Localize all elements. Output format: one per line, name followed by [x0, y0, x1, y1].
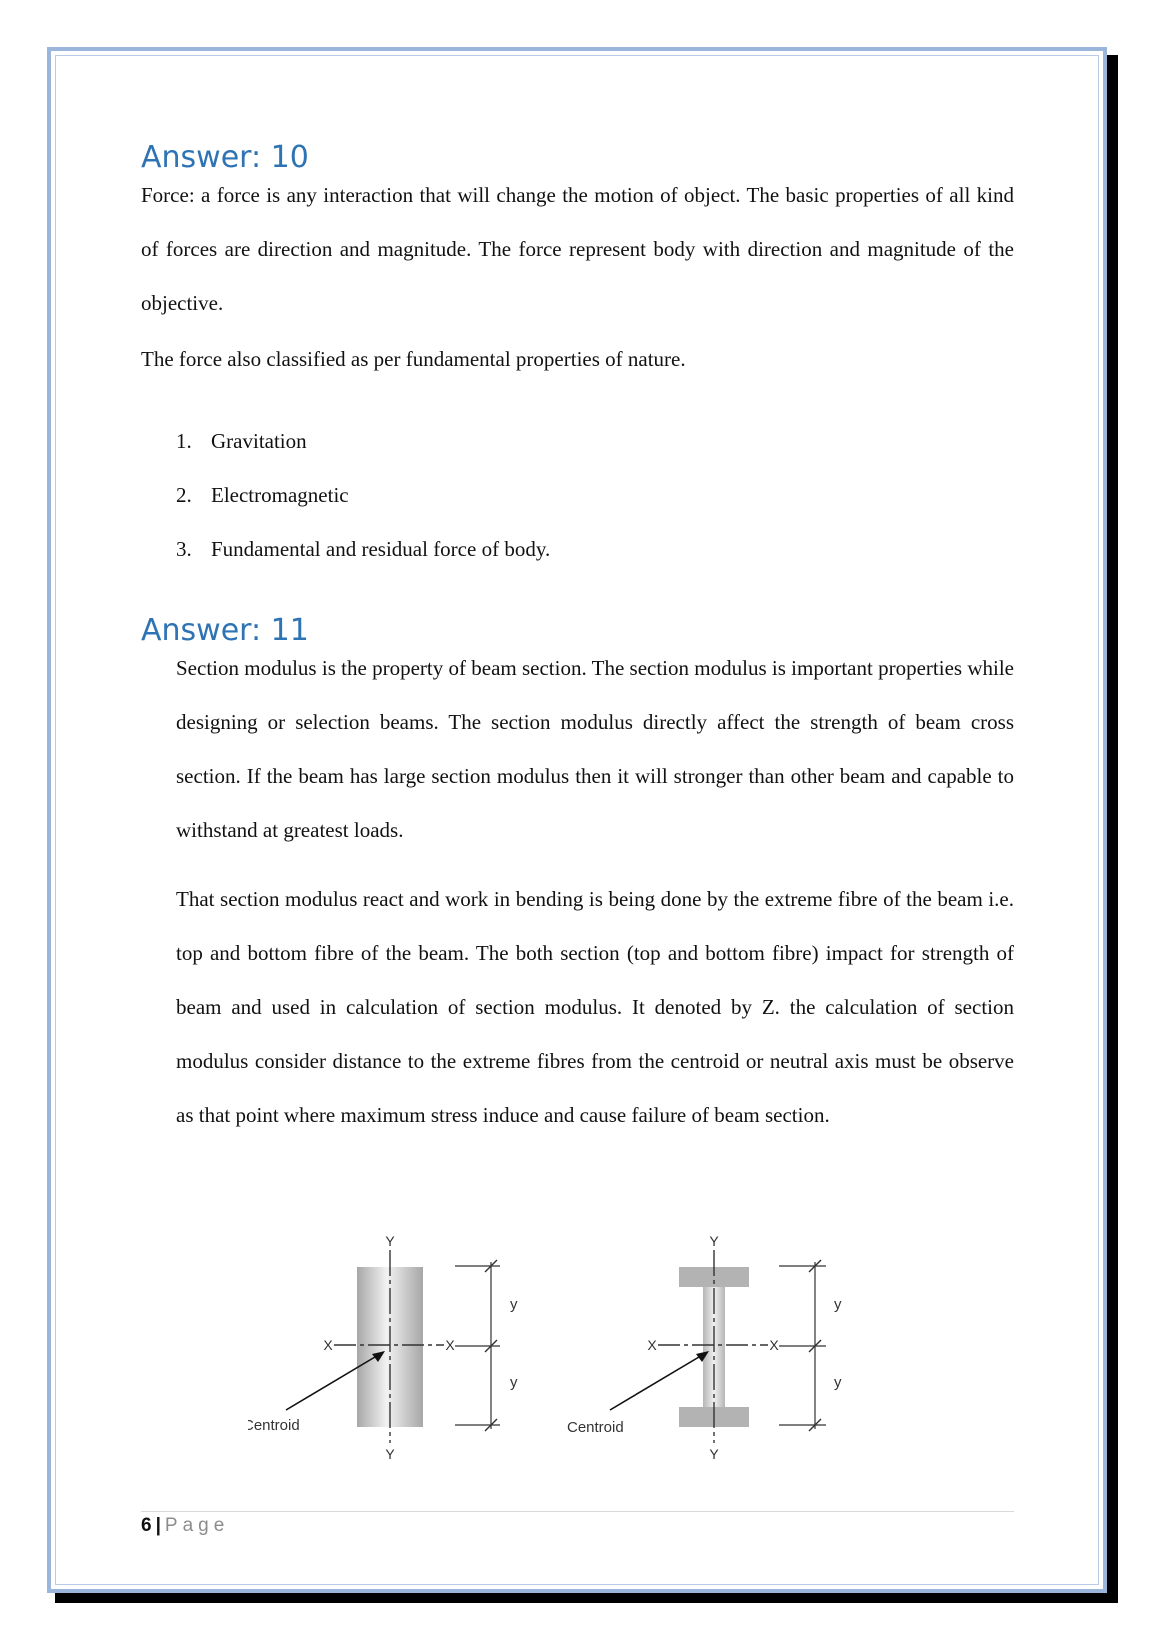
list-item-number: 2.	[176, 483, 192, 507]
answer-10-heading: Answer: 10	[141, 140, 309, 175]
centroid-label: Centroid	[567, 1419, 624, 1436]
answer-10-paragraph-1: Force: a force is any interaction that will change the motion of object. The basic properties of all kind of forces are direction and magnitude. The force represent body with direction and magnitude of the objective.	[141, 183, 1014, 315]
centroid-label: Centroid	[248, 1417, 300, 1434]
y-axis-label-top: Y	[385, 1233, 395, 1249]
dimension-label-upper: y	[510, 1296, 518, 1313]
list-item-text: Gravitation	[211, 429, 307, 453]
answer-10-paragraph-2: The force also classified as per fundamental properties of nature.	[141, 347, 686, 371]
rectangular-section-diagram	[248, 1233, 518, 1462]
y-axis-label-bottom: Y	[385, 1446, 395, 1462]
list-item-text: Electromagnetic	[211, 483, 349, 507]
list-item	[176, 480, 349, 510]
answer-11-paragraph-2: That section modulus react and work in bending is being done by the extreme fibre of the beam i.e. top and bottom fibre of the beam. The both section (top and bottom fibre) impact for strength of beam and used in calculation of section modulus. It denoted by Z. the calculation of section modulus consider distance to the extreme fibres from the centroid or neutral axis must be observe as that point where maximum stress induce and cause failure of beam section.	[176, 887, 1014, 1127]
page-number: 6	[141, 1515, 152, 1536]
x-axis-label-right: X	[769, 1337, 779, 1353]
list-item	[176, 534, 550, 564]
y-axis-label-top: Y	[709, 1233, 719, 1249]
dimension-label-lower: y	[834, 1374, 842, 1391]
list-item-number: 3.	[176, 537, 192, 561]
list-item-number: 1.	[176, 429, 192, 453]
i-beam-section-diagram	[567, 1233, 842, 1462]
dimension-label-lower: y	[510, 1374, 518, 1391]
x-axis-label-right: X	[445, 1337, 455, 1353]
list-item	[176, 426, 307, 456]
x-axis-label-left: X	[647, 1337, 657, 1353]
list-item-text: Fundamental and residual force of body.	[211, 537, 551, 561]
page-footer	[141, 1515, 229, 1537]
y-axis-label-bottom: Y	[709, 1446, 719, 1462]
dimension-label-upper: y	[834, 1296, 842, 1313]
x-axis-label-left: X	[323, 1337, 333, 1353]
section-modulus-figure	[248, 1230, 888, 1475]
centroid-arrow	[610, 1354, 704, 1410]
answer-11-paragraph-1: Section modulus is the property of beam section. The section modulus is important properties while designing or selection beams. The section modulus directly affect the strength of beam cross section. If the beam has large section modulus then it will stronger than other beam and capable to withstand at greatest loads.	[176, 656, 1014, 842]
page-word: Page	[164, 1515, 230, 1536]
footer-separator: |	[155, 1515, 161, 1536]
answer-11-heading: Answer: 11	[141, 613, 309, 648]
footer-divider	[141, 1511, 1014, 1512]
